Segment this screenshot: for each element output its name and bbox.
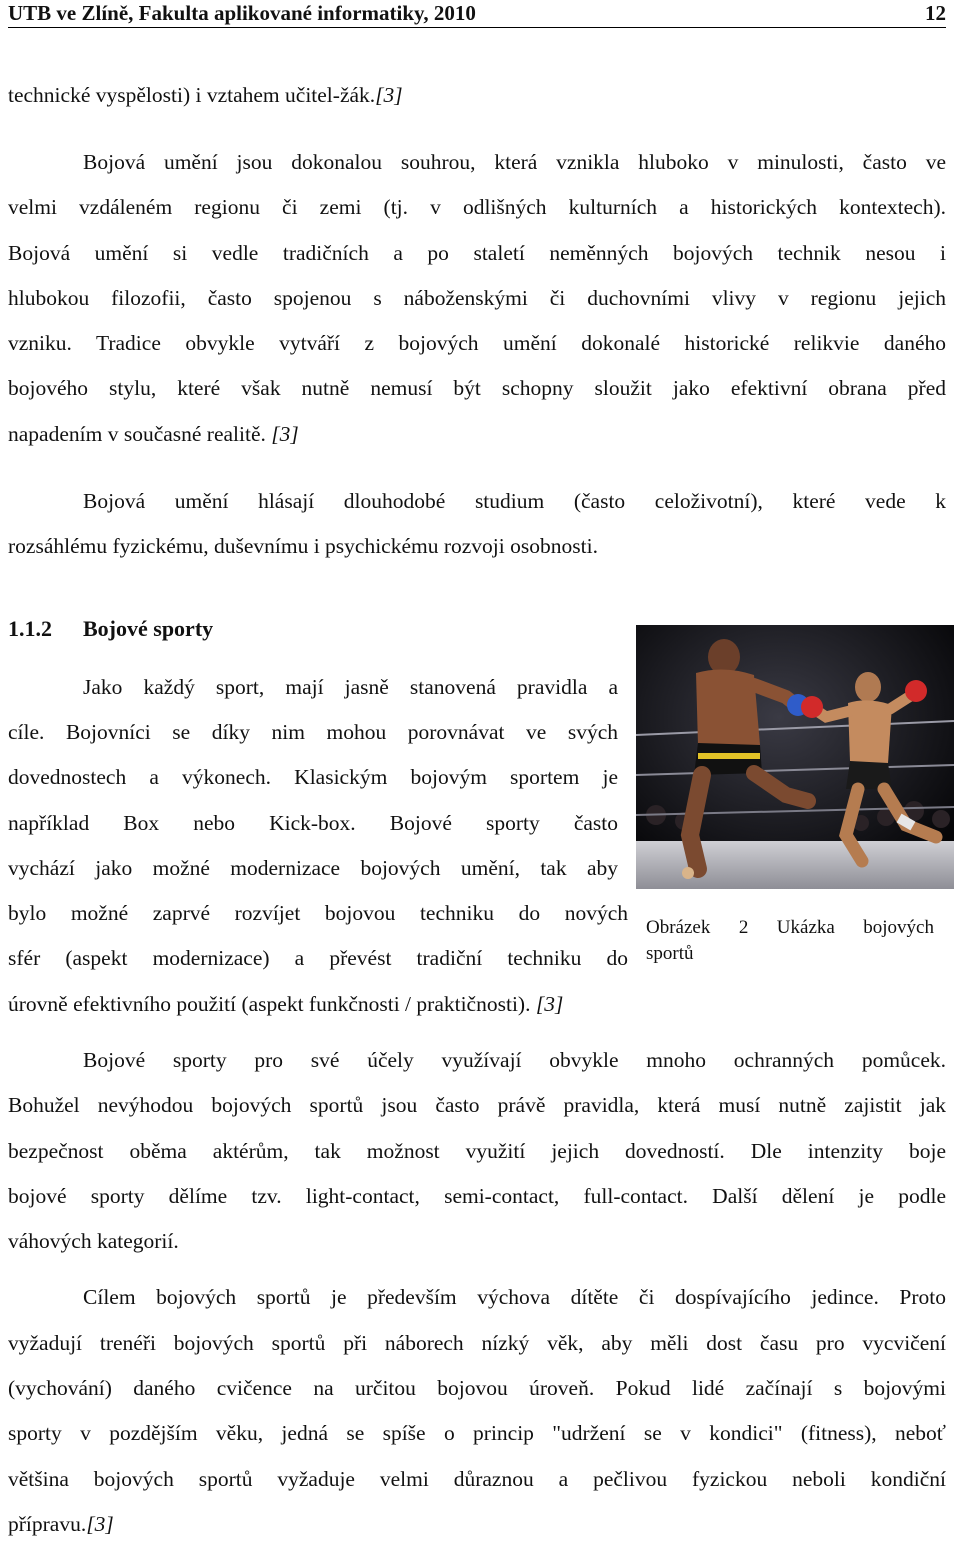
paragraph-line: bylo možné zaprvé rozvíjet bojovou techniku do nových (8, 901, 628, 925)
citation: [3] (375, 83, 403, 107)
paragraph-line: napadením v současné realitě. [3] (8, 422, 299, 446)
paragraph-line: dovednostech a výkonech. Klasickým bojovým sportem je (8, 765, 618, 789)
paragraph-line: bojové sporty dělíme tzv. light-contact, semi-contact, full-contact. Další dělení je podle (8, 1184, 946, 1208)
paragraph-line: sfér (aspekt modernizace) a převést tradiční techniku do (8, 946, 628, 970)
page-number: 12 (925, 1, 946, 25)
paragraph-line: Bojová umění jsou dokonalou souhrou, která vznikla hluboko v minulosti, často ve (83, 150, 946, 174)
paragraph-line: přípravu.[3] (8, 1512, 114, 1536)
citation: [3] (271, 422, 299, 446)
paragraph-line: (vychování) daného cvičence na určitou bojovou úroveň. Pokud lidé začínají s bojovými (8, 1376, 946, 1400)
caption-line: Obrázek 2 Ukázka bojových (646, 917, 934, 938)
paragraph-line: cíle. Bojovníci se díky nim mohou porovnávat ve svých (8, 720, 618, 744)
paragraph-line: například Box nebo Kick-box. Bojové sporty často (8, 811, 618, 835)
figure-caption (646, 915, 934, 967)
paragraph-line: většina bojových sportů vyžaduje velmi důraznou a pečlivou fyzickou neboli kondiční (8, 1467, 946, 1491)
paragraph-line: Bojová umění hlásají dlouhodobé studium (často celoživotní), které vede k (83, 489, 946, 513)
paragraph-line: vychází jako možné modernizace bojových umění, tak aby (8, 856, 618, 880)
citation: [3] (86, 1512, 114, 1536)
kickboxing-photo (636, 625, 954, 889)
section-title: Bojové sporty (83, 616, 214, 641)
paragraph-line: Bohužel nevýhodou bojových sportů jsou často právě pravidla, která musí nutně zajistit jak (8, 1093, 946, 1117)
paragraph-line: vzniku. Tradice obvykle vytváří z bojových umění dokonalé historické relikvie daného (8, 331, 946, 355)
caption-line: sportů (646, 943, 694, 964)
paragraph-line: velmi vzdáleném regionu či zemi (tj. v odlišných kulturních a historických kontextech). (8, 195, 946, 219)
paragraph-line: Bojové sporty pro své účely využívají obvykle mnoho ochranných pomůcek. (83, 1048, 946, 1072)
paragraph-line: vyžadují trenéři bojových sportů při náborech nízký věk, aby měli dost času pro vycvičení (8, 1331, 946, 1355)
paragraph-line: Jako každý sport, mají jasně stanovená pravidla a (83, 675, 618, 699)
paragraph-line: sporty v pozdějším věku, jedná se spíše o princip "udržení se v kondici" (fitness), neboť (8, 1421, 946, 1445)
section-heading (8, 614, 213, 644)
paragraph-line: úrovně efektivního použití (aspekt funkčnosti / praktičnosti). [3] (8, 992, 564, 1016)
header-title: UTB ve Zlíně, Fakulta aplikované informatiky, 2010 (8, 1, 476, 25)
paragraph-line: Bojová umění si vedle tradičních a po staletí neměnných bojových technik nesou i (8, 241, 946, 265)
paragraph-line: váhových kategorií. (8, 1229, 179, 1253)
citation: [3] (535, 992, 564, 1016)
paragraph-line: bojového stylu, které však nutně nemusí být schopny sloužit jako efektivní obrana před (8, 376, 946, 400)
paragraph-line: hlubokou filozofii, často spojenou s náboženskými či duchovními vlivy v regionu jejich (8, 286, 946, 310)
paragraph-line: rozsáhlému fyzickému, duševnímu i psychickému rozvoji osobnosti. (8, 534, 598, 558)
paragraph-line: bezpečnost oběma aktérům, tak možnost využití jejich dovedností. Dle intenzity boje (8, 1139, 946, 1163)
page-header (8, 0, 946, 28)
section-number: 1.1.2 (8, 616, 52, 641)
paragraph-line: Cílem bojových sportů je především výchova dítěte či dospívajícího jedince. Proto (83, 1285, 946, 1309)
kickboxing-illustration (636, 625, 954, 889)
paragraph-line: technické vyspělosti) i vztahem učitel-žák.[3] (8, 83, 403, 107)
